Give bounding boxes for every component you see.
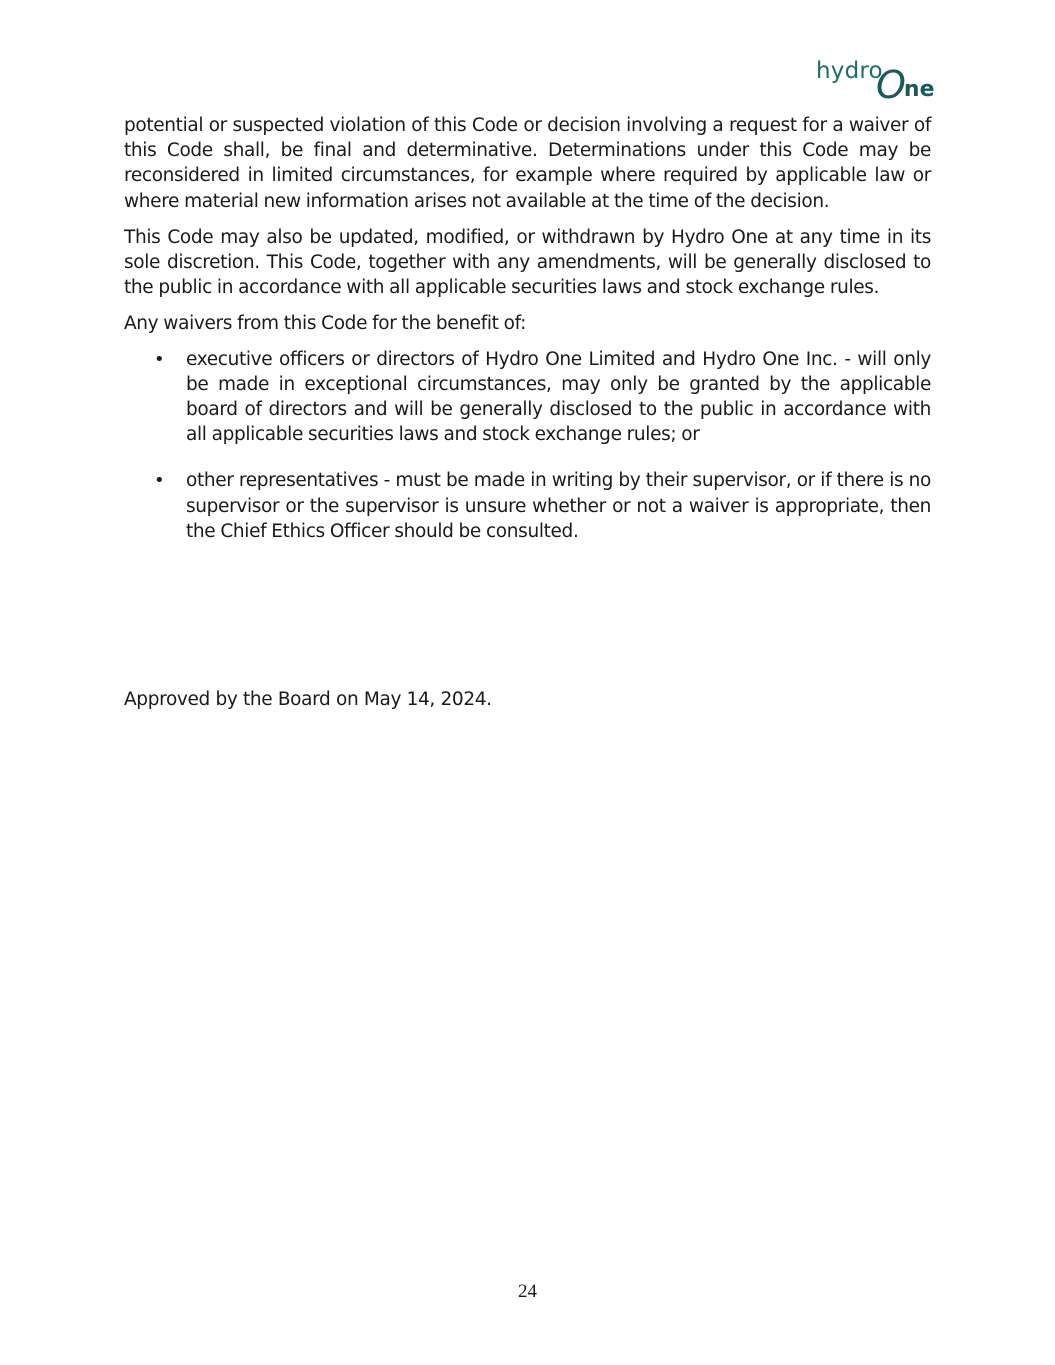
bullet-icon: •	[154, 470, 165, 492]
list-item	[124, 468, 931, 544]
approval-statement: Approved by the Board on May 14, 2024.	[124, 689, 492, 710]
logo-hydro-text: hydro	[816, 58, 883, 84]
list-item	[124, 347, 931, 448]
list-item-text: executive officers or directors of Hydro One Limited and Hydro One Inc. - will only be made in exceptional circumstances, may only be granted by the applicable board of directors and will be generally disclosed to the public in accordance with all applicable securities laws and stock exchange rules; or	[186, 348, 931, 446]
hydro-one-logo	[816, 58, 936, 107]
bullet-icon: •	[154, 348, 165, 370]
paragraph-determinations: potential or suspected violation of this Code or decision involving a request for a waiver of this Code shall, be final and determinative. Determinations under this Code may be reconsidered in limited circumstances, for example where required by applicable law or where material new information arises not available at the time of the decision.	[124, 115, 931, 212]
logo-one-o: O	[876, 63, 906, 107]
page-number: 24	[518, 1281, 537, 1302]
document-body	[124, 113, 931, 544]
logo-one-text	[876, 61, 937, 105]
list-item-text: other representatives - must be made in writing by their supervisor, or if there is no supervisor or the supervisor is unsure whether or not a waiver is appropriate, then the Chief Ethics Officer should be consulted.	[186, 470, 931, 542]
paragraph-waivers-intro: Any waivers from this Code for the benefit of:	[124, 313, 526, 335]
paragraph-updates: This Code may also be updated, modified, or withdrawn by Hydro One at any time in its sole discretion. This Code, together with any amendments, will be generally disclosed to the public in accordance with all applicable securities laws and stock exchange rules.	[124, 226, 931, 299]
logo-one-ne: ne	[903, 77, 935, 102]
waiver-list	[124, 347, 931, 544]
